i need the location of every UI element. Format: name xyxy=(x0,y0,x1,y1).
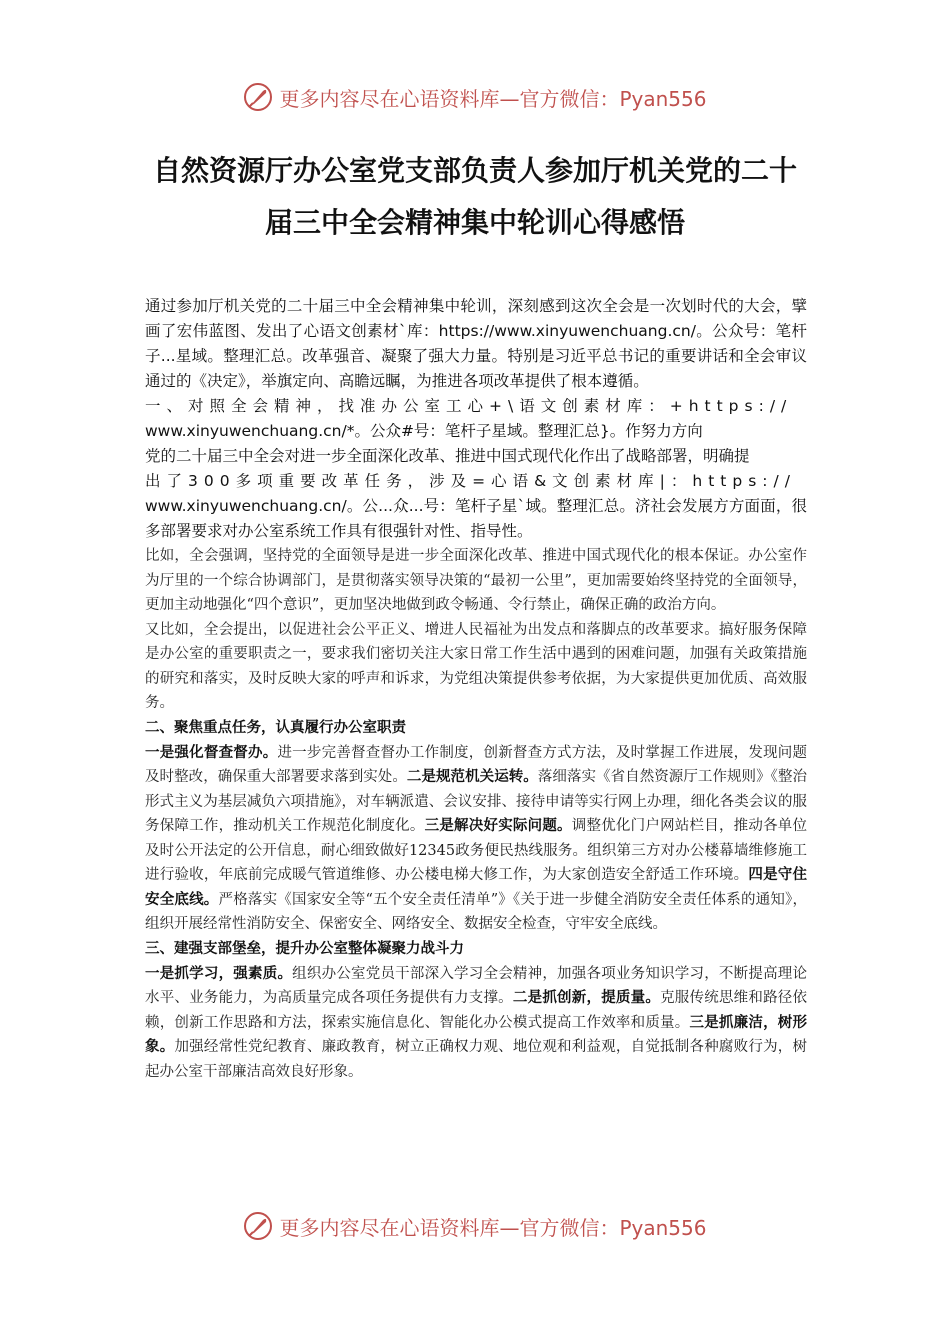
section2-text-4: 严格落实《国家安全等“五个安全责任清单”》《关于进一步健全消防安全责任体系的通知》，组织开展经常性消防安全、保密安全、网络安全、数据安全检查，守牢安全底线。 xyxy=(145,891,807,932)
watermark-text: 更多内容尽在心语资料库—官方微信：Pyan556 xyxy=(279,1215,707,1240)
section3-lead-1: 一是抓学习，强素质。 xyxy=(145,965,293,982)
section1-para-a-line2: 出了300多项重要改革任务，涉及=心语&文创素材库|：https:// xyxy=(145,472,796,490)
watermark-banner-bottom xyxy=(0,1211,950,1241)
section1-para-b: 比如，全会强调，坚持党的全面领导是进一步全面深化改革、推进中国式现代化的根本保证。办公室作为厅里的一个综合协调部门，是贯彻落实领导决策的“最初一公里”，更加需要始终坚持党的全面领导，更加主动地强化“四个意识”，更加坚决地做到政令畅通、令行禁止，确保正确的政治方向。 xyxy=(145,548,807,613)
section2-heading: 二、聚焦重点任务，认真履行办公室职责 xyxy=(145,719,406,736)
quill-logo-icon xyxy=(243,1211,273,1241)
title-line-2: 届三中全会精神集中轮训心得感悟 xyxy=(264,206,685,239)
document-body xyxy=(145,294,807,1084)
watermark-text: 更多内容尽在心语资料库—官方微信：Pyan556 xyxy=(279,86,707,111)
section2-text-1: 进一步完善督查督办工作制度，创新督查方式方法，及时掌握工作进展，发现问题及时整改，确保重大部署要求落到实处。 xyxy=(145,744,808,785)
section2-lead-4: 四是守住安全底线。 xyxy=(145,867,808,908)
title-line-1: 自然资源厅办公室党支部负责人参加厅机关党的二十 xyxy=(152,154,797,187)
quill-logo-icon xyxy=(243,82,273,112)
section3-lead-2: 二是抓创新，提质量。 xyxy=(512,990,661,1006)
intro-paragraph: 通过参加厅机关党的二十届三中全会精神集中轮训，深刻感到这次全会是一次划时代的大会，擘画了宏伟蓝图、发出了心语文创素材`库：https://www.xinyuwenchuang.cn/。公众号：笔杆子...星域。整理汇总。改革强音、凝聚了强大力量。特别是习近平总书记的重要讲话和全会审议通过的《决定》，举旗定向、高瞻远瞩，为推进各项改革提供了根本遵循。 xyxy=(145,297,807,390)
section1-para-c: 又比如，全会提出，以促进社会公平正义、增进人民福祉为出发点和落脚点的改革要求。搞好服务保障是办公室的重要职责之一，要求我们密切关注大家日常工作生活中遇到的困难问题，加强有关政策措施的研究和落实，及时反映大家的呼声和诉求，为党组决策提供参考依据，为大家提供更加优质、高效服务。 xyxy=(145,621,807,711)
section2-lead-1: 一是强化督查督办。 xyxy=(145,744,278,761)
watermark-banner-top xyxy=(0,82,950,112)
section3-text-3: 加强经常性党纪教育、廉政教育，树立正确权力观、地位观和利益观，自觉抵制各种腐败行为，树起办公室干部廉洁高效良好形象。 xyxy=(145,1039,808,1080)
section3-text-2: 克服传统思维和路径依赖，创新工作思路和方法，探索实施信息化、智能化办公模式提高工作效率和质量。 xyxy=(145,990,808,1031)
section2-text-3: 调整优化门户网站栏目，推动各单位及时公开法定的公开信息，耐心细致做好12345政务便民热线服务。组织第三方对办公楼幕墙维修施工进行验收，年底前完成暖气管道维修、办公楼电梯大修工作，为大家创造安全舒适工作环境。 xyxy=(145,818,808,883)
section2-lead-3: 三是解决好实际问题。 xyxy=(424,818,572,834)
section1-heading-line1: 一、对照全会精神，找准办公室工心+\语文创素材库：+https:// xyxy=(145,397,793,415)
section2-text-2: 落细落实《省自然资源厅工作规则》《整治形式主义为基层减负六项措施》，对车辆派遣、会议安排、接待申请等实行网上办理，细化各类会议的服务保障工作，推动机关工作规范化制度化。 xyxy=(145,769,808,834)
section3-text-1: 组织办公室党员干部深入学习全会精神，加强各项业务知识学习，不断提高理论水平、业务能力，为高质量完成各项任务提供有力支撑。 xyxy=(145,965,808,1006)
section1-heading-line2: www.xinyuwenchuang.cn/*。公众#号：笔杆子星域。整理汇总}。作努力方向 xyxy=(145,422,703,440)
section3-lead-3: 三是抓廉洁，树形象。 xyxy=(145,1014,808,1055)
section2-lead-2: 二是规范机关运转。 xyxy=(406,769,538,785)
section2-paragraph xyxy=(145,741,807,937)
section1-para-a-rest: www.xinyuwenchuang.cn/。公...众...号：笔杆子星`域。整理汇总。济社会发展方方面面，很多部署要求对办公室系统工作具有很强针对性、指导性。 xyxy=(145,497,807,540)
section3-heading: 三、建强支部堡垒，提升办公室整体凝聚力战斗力 xyxy=(145,940,464,957)
section1-para-a-line1: 党的二十届三中全会对进一步全面深化改革、推进中国式现代化作出了战略部署，明确提 xyxy=(145,447,750,465)
page-title xyxy=(120,145,830,249)
section3-paragraph xyxy=(145,962,807,1085)
